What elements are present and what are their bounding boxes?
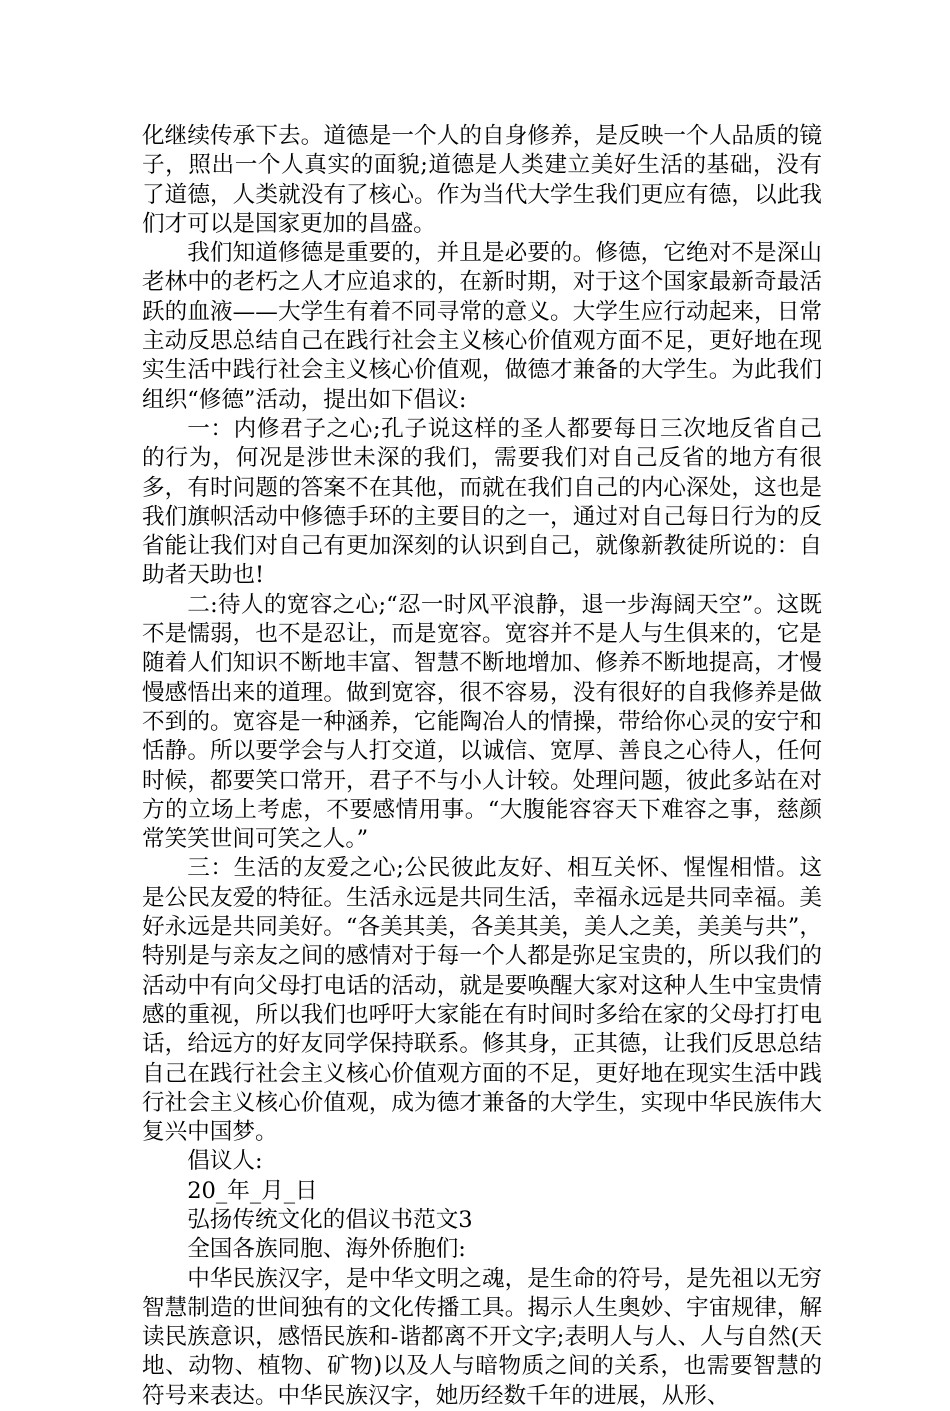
paragraph-proposal-two: 二:待人的宽容之心;“忍一时风平浪静，退一步海阔天空”。这既不是懦弱，也不是忍让，而是宽容。宽容并不是人与生俱来的，它是随着人们知识不断地丰富、智慧不断地增加、修养不断地提高，才慢慢感悟出来的道理。做到宽容，很不容易，没有很好的自我修养是做不到的。宽容是一种涵养，它能陶冶人的情操，带给你心灵的安宁和恬静。所以要学会与人打交道，以诚信、宽厚、善良之心待人，任何时候，都要笑口常开，君子不与小人计较。处理问题，彼此多站在对方的立场上考虑，不要感情用事。“大腹能容容天下难容之事，慈颜常笑笑世间可笑之人。”: [142, 591, 822, 853]
document-body: [142, 122, 822, 1411]
salutation: 全国各族同胞、海外侨胞们:: [187, 1236, 466, 1263]
date-line: 20_年_月_日: [187, 1177, 318, 1204]
paragraph-proposal-three: 三：生活的友爱之心;公民彼此友好、相互关怀、惺惺相惜。这是公民友爱的特征。生活永远是共同生活，幸福永远是共同幸福。美好永远是共同美好。“各美其美，各美其美，美人之美，美美与共”，特别是与亲友之间的感情对于每一个人都是弥足宝贵的，所以我们的活动中有向父母打电话的活动，就是要唤醒大家对这种人生中宝贵情感的重视，所以我们也呼吁大家能在有时间时多给在家的父母打打电话，给远方的好友同学保持联系。修其身，正其德，让我们反思总结自己在践行社会主义核心价值观方面的不足，更好地在现实生活中践行社会主义核心价值观，成为德才兼备的大学生，实现中华民族伟大复兴中国梦。: [142, 855, 822, 1146]
paragraph-chinese-characters: 中华民族汉字，是中华文明之魂，是生命的符号，是先祖以无穷智慧制造的世间独有的文化传播工具。揭示人生奥妙、宇宙规律，解读民族意识，感悟民族和-谐都离不开文字;表明人与人、人与自然(天地、动物、植物、矿物)以及人与暗物质之间的关系，也需要智慧的符号来表达。中华民族汉字，她历经数千年的进展，从形、: [142, 1265, 822, 1409]
paragraph-xiude-importance: 我们知道修德是重要的，并且是必要的。修德，它绝对不是深山老林中的老朽之人才应追求的，在新时期，对于这个国家最新奇最活跃的血液——大学生有着不同寻常的意义。大学生应行动起来，日常主动反思总结自己在践行社会主义核心价值观方面不足，更好地在现实生活中践行社会主义核心价值观，做德才兼备的大学生。为此我们组织“修德”活动，提出如下倡议:: [142, 240, 822, 413]
paragraph-continuation: 化继续传承下去。道德是一个人的自身修养，是反映一个人品质的镜子，照出一个人真实的面貌;道德是人类建立美好生活的基础，没有了道德，人类就没有了核心。作为当代大学生我们更应有德，以此我们才可以是国家更加的昌盛。: [142, 123, 822, 237]
signature-line: 倡议人:: [187, 1148, 263, 1175]
section-heading: 弘扬传统文化的倡议书范文3: [187, 1206, 473, 1233]
paragraph-proposal-one: 一：内修君子之心;孔子说这样的圣人都要每日三次地反省自己的行为，何况是涉世未深的我们，需要我们对自己反省的地方有很多，有时问题的答案不在其他，而就在我们自己的内心深处，这也是我们旗帜活动中修德手环的主要目的之一，通过对自己每日行为的反省能让我们对自己有更加深刻的认识到自己，就像新教徒所说的：自助者天助也!: [142, 415, 822, 589]
